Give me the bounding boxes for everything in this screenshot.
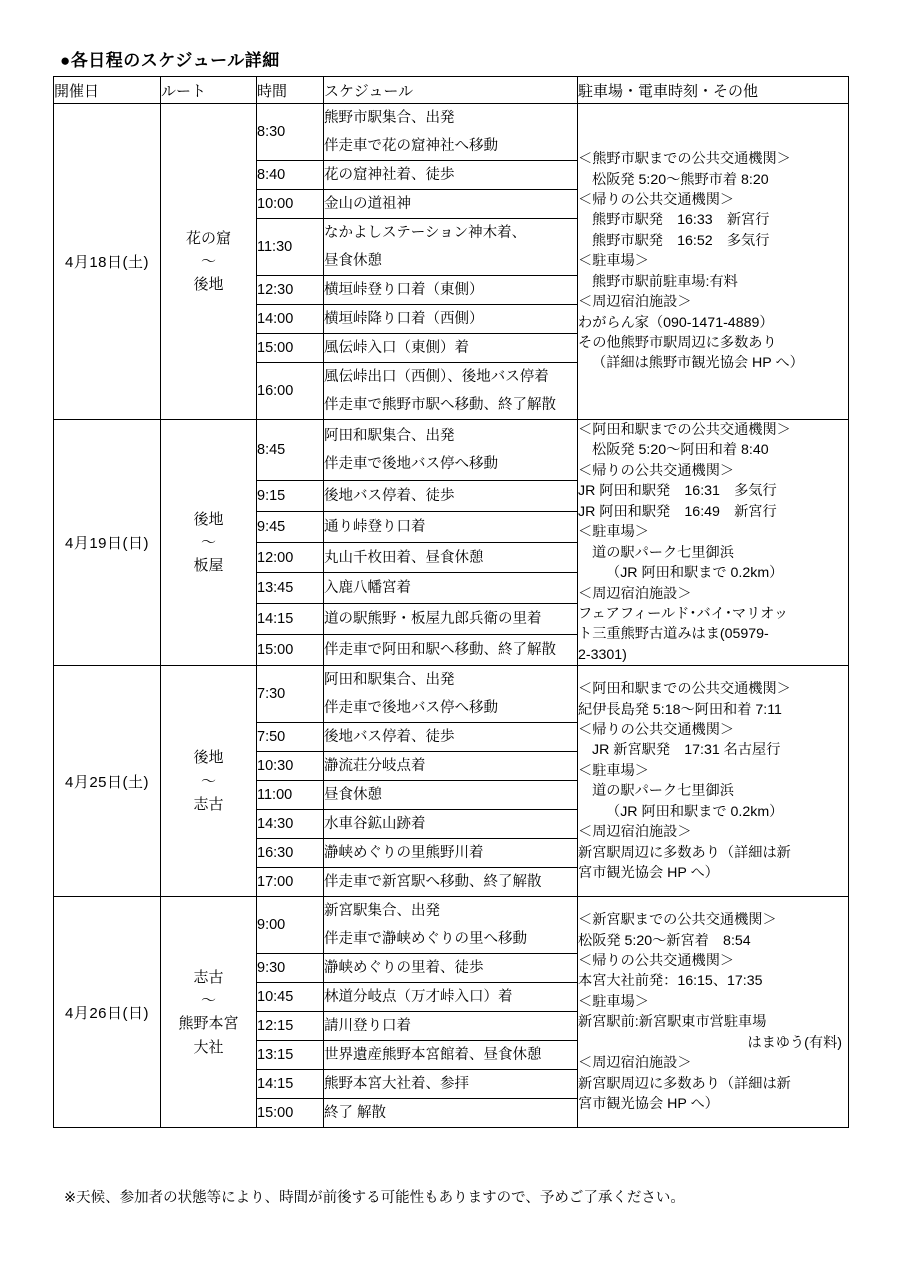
schedule-cell — [324, 868, 578, 897]
schedule-line: 入鹿八幡宮着 — [324, 580, 411, 597]
time-cell: 9:45 — [257, 511, 324, 542]
route-line: 花の窟 — [185, 229, 231, 247]
footnote: ※天候、参加者の状態等により、時間が前後する可能性もありますので、予めご了承ください。 — [64, 1190, 685, 1206]
route-line: 熊野本宮 — [178, 1015, 239, 1033]
note-line: 新宮駅周辺に多数あり（詳細は新 — [578, 1075, 791, 1092]
schedule-line: 後地バス停着、徒歩 — [324, 729, 455, 746]
schedule-line: 伴走車で阿田和駅へ移動、終了解散 — [324, 642, 556, 659]
schedule-line: 阿田和駅集合、出発 — [324, 427, 455, 444]
time-cell: 15:00 — [257, 1099, 324, 1128]
schedule-line: 横垣峠登り口着（東側） — [324, 282, 484, 298]
schedule-cell — [324, 480, 578, 511]
schedule-cell — [324, 542, 578, 573]
time-cell: 12:15 — [257, 1012, 324, 1041]
schedule-line: 風伝峠出口（西側）、後地バス停着 — [324, 369, 549, 385]
schedule-line: 花の窟神社着、徒歩 — [324, 167, 455, 183]
page-title: ●各日程のスケジュール詳細 — [60, 51, 280, 70]
schedule-line: 新宮駅集合、出発 — [324, 903, 440, 920]
note-line: ＜駐車場＞ — [578, 762, 649, 779]
header-row — [54, 77, 849, 104]
schedule-line: 瀞流荘分岐点着 — [324, 758, 426, 775]
schedule-line: 道の駅熊野・板屋九郎兵衛の里着 — [324, 611, 542, 628]
note-line: ＜周辺宿泊施設＞ — [578, 1055, 692, 1072]
schedule-line: 伴走車で熊野市駅へ移動、終了解散 — [324, 397, 556, 413]
note-line: ＜駐車場＞ — [578, 993, 649, 1010]
note-line: フェアフィールド･バイ･マリオッ — [578, 605, 789, 622]
date-cell: 4月26日(日) — [54, 897, 161, 1128]
time-cell: 12:30 — [257, 276, 324, 305]
note-line: ＜熊野市駅までの公共交通機関＞ — [578, 151, 791, 168]
note-line: 新宮駅周辺に多数あり（詳細は新 — [578, 844, 791, 861]
route-line: 後地 — [193, 276, 224, 294]
route-cell — [161, 420, 257, 666]
route-cell — [161, 897, 257, 1128]
schedule-table — [53, 76, 849, 1128]
schedule-line: 伴走車で瀞峡めぐりの里へ移動 — [324, 931, 527, 948]
note-line: ＜帰りの公共交通機関＞ — [578, 462, 735, 479]
header-schedule: スケジュール — [324, 77, 578, 104]
schedule-cell — [324, 305, 578, 334]
date-cell: 4月25日(土) — [54, 666, 161, 897]
schedule-cell — [324, 1041, 578, 1070]
time-cell: 8:40 — [257, 161, 324, 190]
schedule-cell — [324, 810, 578, 839]
time-cell: 14:15 — [257, 604, 324, 635]
table-row — [54, 420, 849, 481]
note-line: ＜駐車場＞ — [578, 253, 649, 270]
date-cell: 4月18日(土) — [54, 104, 161, 420]
note-line: JR 阿田和駅発 16:49 新宮行 — [578, 503, 777, 520]
schedule-line: 熊野本宮大社着、参拝 — [324, 1076, 469, 1093]
note-line: ト三重熊野古道みはま(05979- — [578, 626, 769, 643]
schedule-line: 金山の道祖神 — [324, 196, 411, 212]
date-cell: 4月19日(日) — [54, 420, 161, 666]
route-line: 志古 — [193, 968, 224, 986]
time-cell: 7:50 — [257, 723, 324, 752]
time-cell: 9:15 — [257, 480, 324, 511]
note-line: ＜帰りの公共交通機関＞ — [578, 952, 735, 969]
schedule-line: 林道分岐点（万才峠入口）着 — [324, 989, 513, 1006]
note-line: 紀伊長島発 5:18～阿田和着 7:11 — [578, 701, 782, 718]
header-route: ルート — [161, 77, 257, 104]
schedule-line: 水車谷鉱山跡着 — [324, 816, 426, 833]
time-cell: 13:45 — [257, 573, 324, 604]
note-line: （詳細は熊野市観光協会 HP へ） — [592, 355, 804, 372]
schedule-line: 終了 解散 — [324, 1105, 387, 1122]
time-cell: 7:30 — [257, 666, 324, 723]
note-line: ＜周辺宿泊施設＞ — [578, 824, 692, 841]
schedule-line: 昼食休憩 — [324, 787, 382, 804]
schedule-cell — [324, 1099, 578, 1128]
table-body — [54, 104, 849, 1128]
note-line: その他熊野市駅周辺に多数あり — [578, 335, 777, 352]
schedule-line: 伴走車で後地バス停へ移動 — [324, 455, 498, 472]
schedule-line: 伴走車で花の窟神社へ移動 — [324, 138, 498, 154]
route-line: ～ — [200, 772, 216, 790]
time-cell: 14:30 — [257, 810, 324, 839]
schedule-cell — [324, 635, 578, 666]
time-cell: 8:45 — [257, 420, 324, 481]
note-line: ＜周辺宿泊施設＞ — [578, 585, 692, 602]
note-line: 熊野市駅前駐車場:有料 — [592, 273, 738, 290]
note-line: 宮市観光協会 HP へ） — [578, 865, 719, 881]
schedule-cell — [324, 1070, 578, 1099]
route-line: ～ — [200, 992, 216, 1009]
schedule-line: 伴走車で後地バス停へ移動 — [324, 700, 498, 717]
time-cell: 8:30 — [257, 104, 324, 161]
schedule-cell — [324, 666, 578, 723]
table-row — [54, 104, 849, 161]
schedule-cell — [324, 104, 578, 161]
schedule-cell — [324, 334, 578, 363]
schedule-cell — [324, 161, 578, 190]
note-line: 松阪発 5:20～新宮着 8:54 — [578, 932, 751, 949]
header-time: 時間 — [257, 77, 324, 104]
note-line: ＜阿田和駅までの公共交通機関＞ — [578, 681, 791, 698]
notes-cell — [578, 104, 849, 420]
route-cell — [161, 666, 257, 897]
notes-cell — [578, 666, 849, 897]
time-cell: 10:30 — [257, 752, 324, 781]
route-line: 後地 — [193, 510, 224, 528]
schedule-line: 伴走車で新宮駅へ移動、終了解散 — [324, 874, 542, 891]
note-line: ＜周辺宿泊施設＞ — [578, 294, 692, 311]
note-line: JR 新宮駅発 17:31 名古屋行 — [592, 742, 781, 759]
schedule-cell — [324, 983, 578, 1012]
note-line: 2-3301) — [578, 646, 627, 663]
schedule-line: 昼食休憩 — [324, 253, 382, 269]
schedule-line: 通り峠登り口着 — [324, 518, 426, 535]
note-line: 熊野市駅発 16:52 多気行 — [592, 232, 770, 249]
schedule-cell — [324, 276, 578, 305]
schedule-cell — [324, 604, 578, 635]
route-line: 板屋 — [193, 557, 224, 575]
time-cell: 9:30 — [257, 954, 324, 983]
note-line: 松阪発 5:20～熊野市着 8:20 — [592, 171, 769, 188]
route-line: 大社 — [193, 1038, 224, 1056]
time-cell: 13:15 — [257, 1041, 324, 1070]
header-date: 開催日 — [54, 77, 161, 104]
table-row — [54, 666, 849, 723]
schedule-line: 世界遺産熊野本宮館着、昼食休憩 — [324, 1047, 542, 1064]
note-line: ＜新宮駅までの公共交通機関＞ — [578, 912, 777, 929]
time-cell: 15:00 — [257, 334, 324, 363]
time-cell: 17:00 — [257, 868, 324, 897]
note-line: 宮市観光協会 HP へ） — [578, 1096, 719, 1112]
time-cell: 11:00 — [257, 781, 324, 810]
note-line: 松阪発 5:20～阿田和着 8:40 — [592, 442, 769, 459]
note-line: ＜阿田和駅までの公共交通機関＞ — [578, 422, 791, 438]
schedule-cell — [324, 363, 578, 420]
note-line: ＜駐車場＞ — [578, 524, 649, 541]
route-line: 志古 — [193, 795, 224, 813]
note-line: はまゆう(有料) — [747, 1034, 842, 1051]
schedule-cell — [324, 573, 578, 604]
schedule-line: 風伝峠入口（東側）着 — [324, 340, 469, 356]
route-line: ～ — [200, 534, 216, 551]
schedule-cell — [324, 1012, 578, 1041]
header-notes: 駐車場・電車時刻・その他 — [578, 77, 849, 104]
schedule-line: 瀞峡めぐりの里熊野川着 — [324, 845, 484, 862]
time-cell: 14:00 — [257, 305, 324, 334]
route-line: ～ — [200, 252, 216, 270]
note-line: 熊野市駅発 16:33 新宮行 — [592, 212, 770, 229]
schedule-cell — [324, 511, 578, 542]
table-header — [54, 77, 849, 104]
notes-cell — [578, 420, 849, 666]
note-line: わがらん家（090-1471-4889） — [578, 314, 774, 331]
schedule-line: なかよしステーション神木着、 — [324, 225, 527, 241]
schedule-line: 熊野市駅集合、出発 — [324, 110, 455, 126]
note-line: ＜帰りの公共交通機関＞ — [578, 191, 735, 208]
schedule-cell — [324, 954, 578, 983]
schedule-line: 後地バス停着、徒歩 — [324, 487, 455, 504]
time-cell: 11:30 — [257, 219, 324, 276]
notes-cell — [578, 897, 849, 1128]
time-cell: 10:00 — [257, 190, 324, 219]
schedule-line: 請川登り口着 — [324, 1018, 411, 1035]
schedule-cell — [324, 897, 578, 954]
table-row — [54, 897, 849, 954]
schedule-line: 横垣峠降り口着（西側） — [324, 311, 484, 327]
note-line: ＜帰りの公共交通機関＞ — [578, 721, 735, 738]
note-line: 道の駅パーク七里御浜 — [592, 544, 734, 561]
time-cell: 16:30 — [257, 839, 324, 868]
schedule-cell — [324, 839, 578, 868]
schedule-cell — [324, 190, 578, 219]
schedule-cell — [324, 781, 578, 810]
schedule-line: 阿田和駅集合、出発 — [324, 672, 455, 689]
route-cell — [161, 104, 257, 420]
schedule-line: 丸山千枚田着、昼食休憩 — [324, 549, 484, 566]
note-line: 道の駅パーク七里御浜 — [592, 783, 734, 800]
time-cell: 15:00 — [257, 635, 324, 666]
time-cell: 14:15 — [257, 1070, 324, 1099]
schedule-cell — [324, 723, 578, 752]
note-line: （JR 阿田和駅まで 0.2km） — [606, 803, 784, 820]
time-cell: 12:00 — [257, 542, 324, 573]
schedule-cell — [324, 219, 578, 276]
schedule-line: 瀞峡めぐりの里着、徒歩 — [324, 960, 484, 977]
note-line: （JR 阿田和駅まで 0.2km） — [606, 565, 784, 582]
time-cell: 9:00 — [257, 897, 324, 954]
schedule-cell — [324, 420, 578, 481]
note-line: JR 阿田和駅発 16:31 多気行 — [578, 483, 777, 500]
schedule-cell — [324, 752, 578, 781]
time-cell: 10:45 — [257, 983, 324, 1012]
time-cell: 16:00 — [257, 363, 324, 420]
route-line: 後地 — [193, 749, 224, 767]
note-line: 本宮大社前発：16:15、17:35 — [578, 973, 763, 990]
note-line: 新宮駅前:新宮駅東市営駐車場 — [578, 1014, 767, 1031]
